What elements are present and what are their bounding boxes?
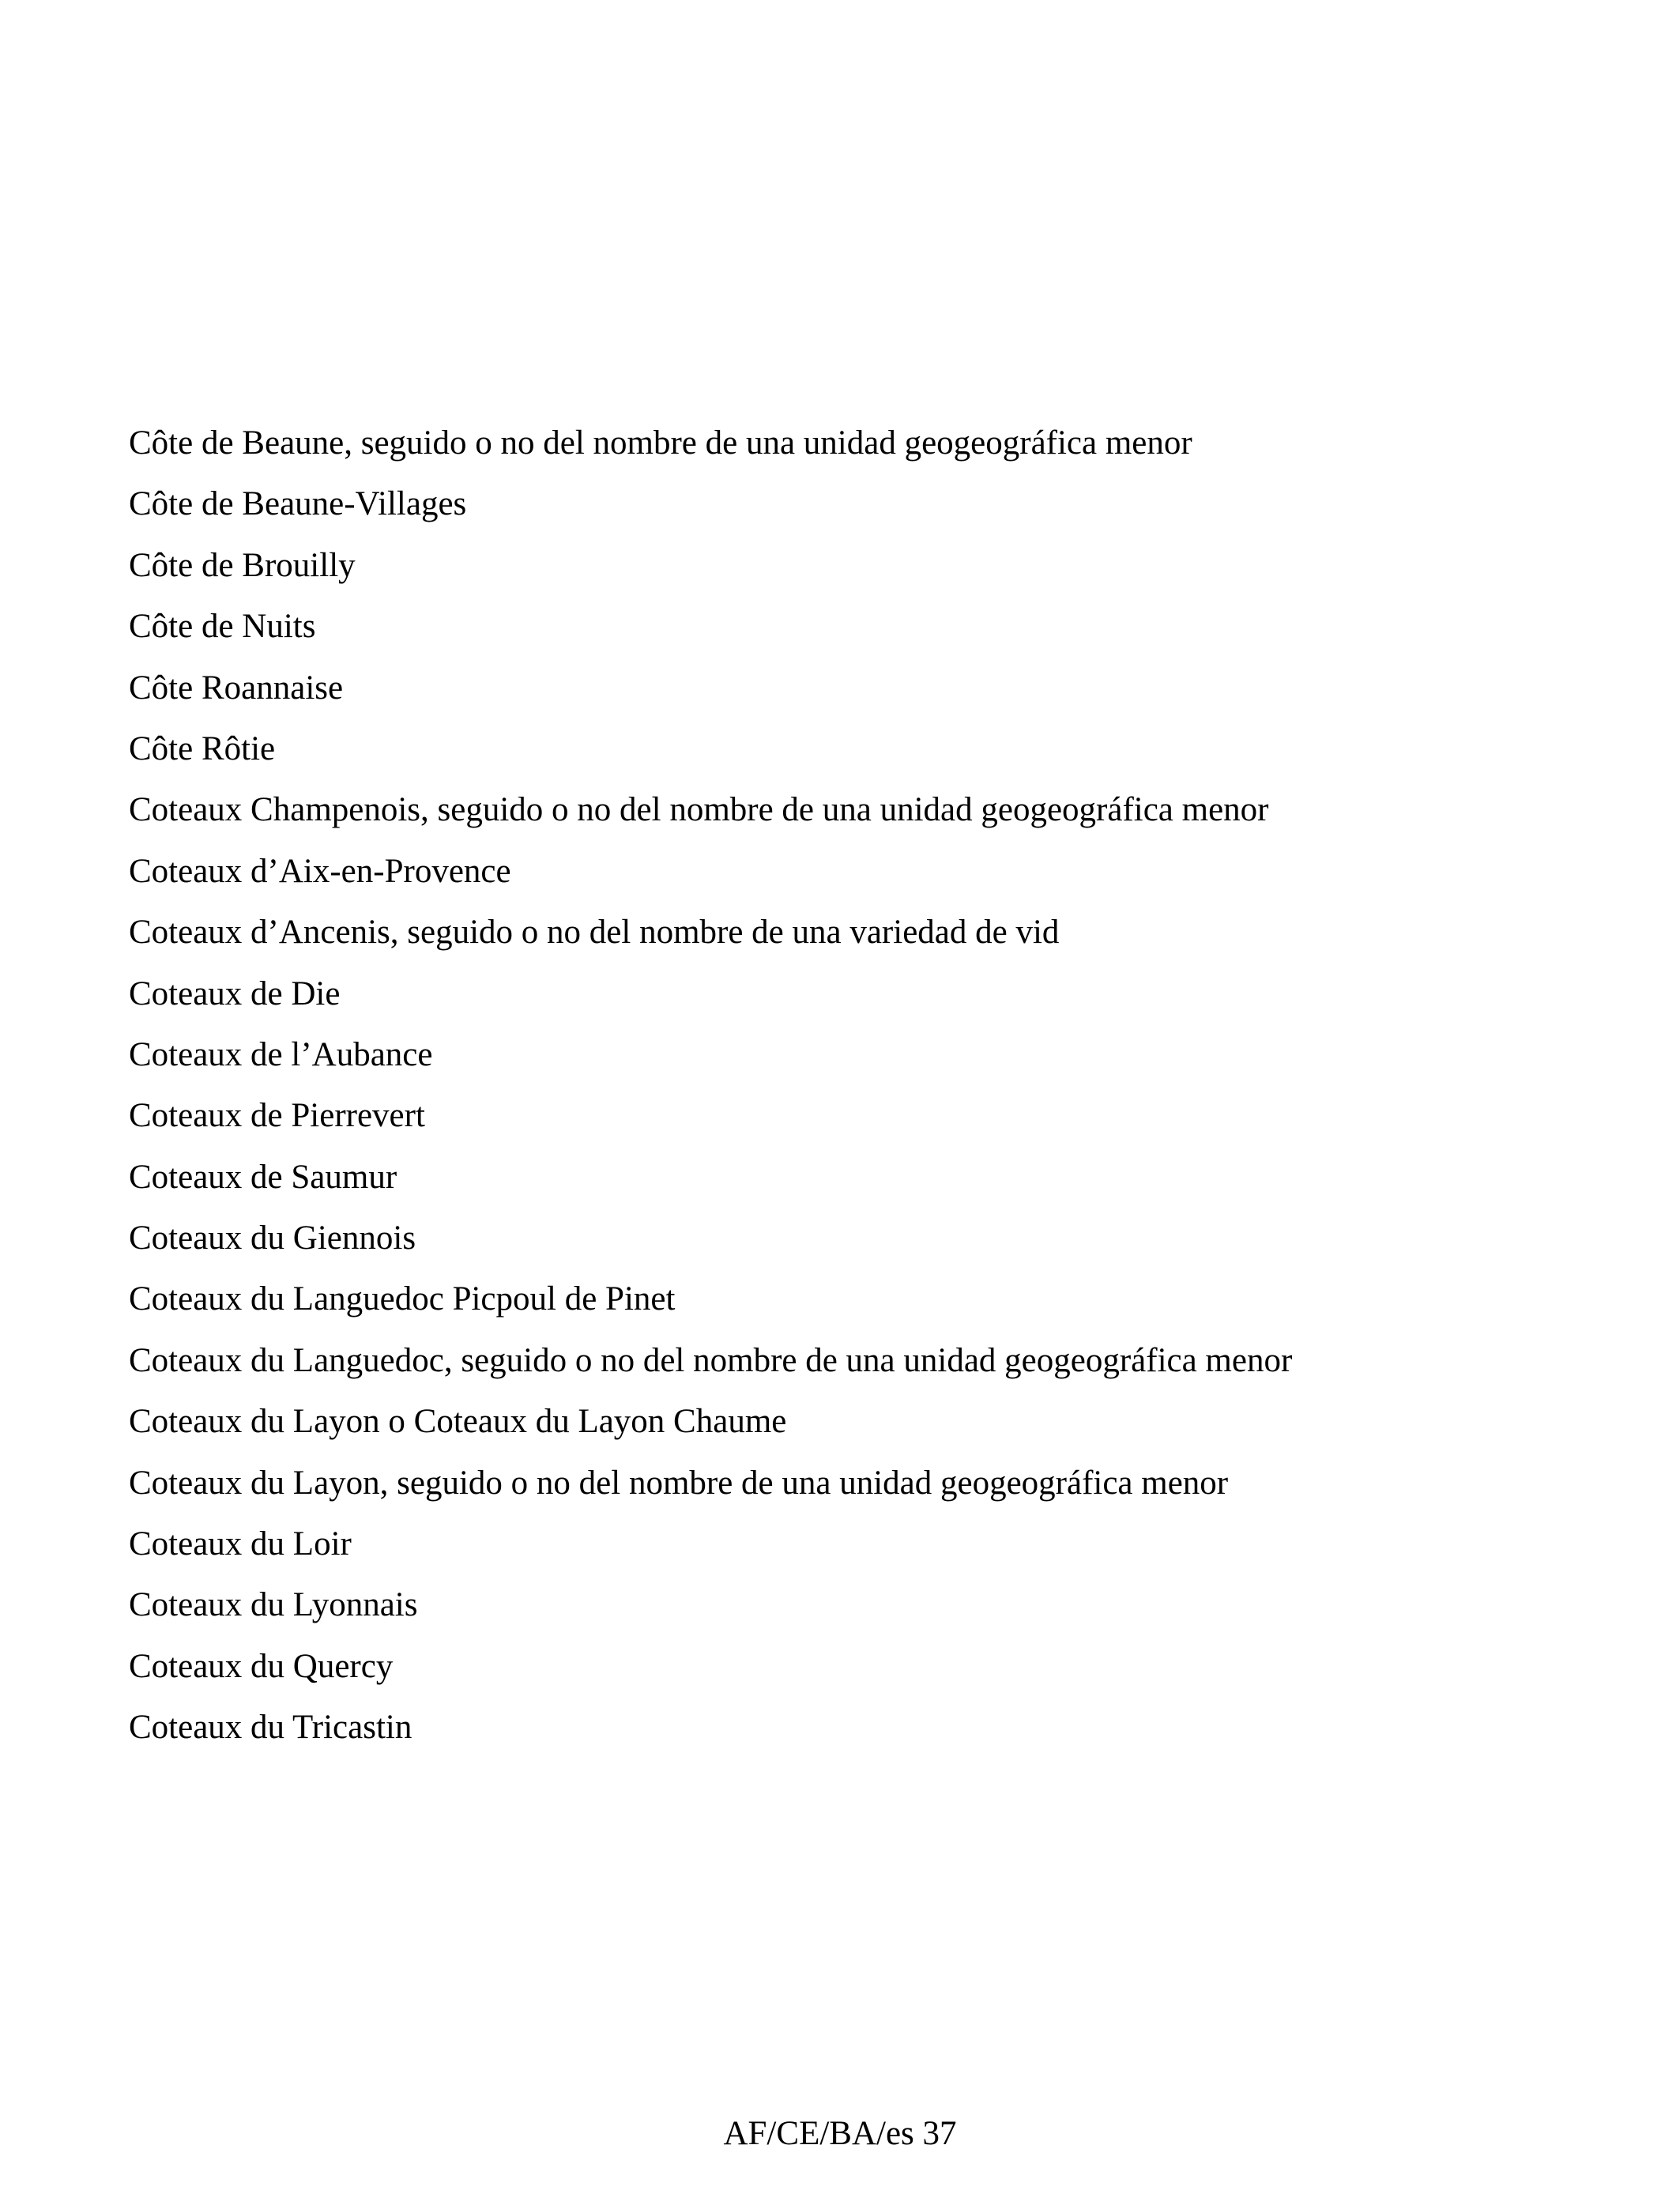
list-item: Coteaux du Lyonnais (129, 1586, 418, 1624)
list-item: Coteaux du Layon, seguido o no del nombre de una unidad geogeográfica menor (129, 1464, 1229, 1502)
list-item: Coteaux du Languedoc Picpoul de Pinet (129, 1280, 676, 1318)
list-item: Coteaux du Layon o Coteaux du Layon Chaume (129, 1403, 787, 1441)
list-item: Côte Roannaise (129, 669, 344, 707)
list-item: Coteaux du Tricastin (129, 1709, 412, 1747)
list-item: Coteaux de Die (129, 974, 341, 1012)
page-footer-reference: AF/CE/BA/es 37 (723, 2115, 957, 2152)
list-item: Coteaux de l’Aubance (129, 1035, 433, 1073)
list-item: Côte Rôtie (129, 729, 276, 767)
appellation-list (129, 413, 1292, 1759)
list-item: Côte de Nuits (129, 608, 316, 646)
list-item: Coteaux d’Ancenis, seguido o no del nombre de una variedad de vid (129, 914, 1060, 952)
list-item: Coteaux Champenois, seguido o no del nombre de una unidad geogeográfica menor (129, 791, 1269, 829)
list-item: Coteaux de Saumur (129, 1158, 397, 1196)
list-item: Coteaux du Quercy (129, 1647, 394, 1685)
list-item: Coteaux du Loir (129, 1525, 352, 1563)
list-item: Coteaux du Languedoc, seguido o no del nombre de una unidad geogeográfica menor (129, 1341, 1293, 1379)
list-item: Côte de Beaune-Villages (129, 485, 467, 523)
list-item: Coteaux de Pierrevert (129, 1097, 425, 1135)
list-item: Coteaux du Giennois (129, 1220, 416, 1257)
list-item: Côte de Beaune, seguido o no del nombre de una unidad geogeográfica menor (129, 424, 1192, 462)
list-item: Coteaux d’Aix-en-Provence (129, 852, 511, 890)
list-item: Côte de Brouilly (129, 546, 356, 584)
